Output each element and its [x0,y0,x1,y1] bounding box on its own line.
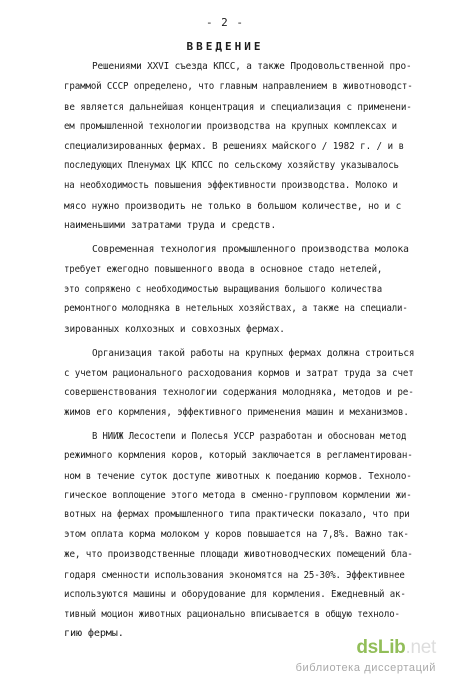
body-line: жимов его кормления, эффективного применения машин и механизмов. [64,407,409,418]
body-line: ремонтного молодняка в нетельных хозяйствах, а также на специали- [64,303,408,314]
body-line: с учетом рационального расходования кормов и затрат труда за счет [64,368,414,379]
body-line: ве является дальнейшая концентрация и специализация с применени- [64,102,412,113]
body-line: ном в течение суток доступе животных к поеданию кормов. Техноло- [64,471,412,482]
section-heading: ВВЕДЕНИЕ [186,40,264,53]
body-line: тивный моцион животных рационально вписывается в общую техноло- [64,609,400,620]
body-line: на необходимость повышения эффективности производства. Молоко и [64,180,398,191]
body-line: этом оплата корма молоком у коров повышается на 7,8%. Важно так- [64,529,409,540]
body-line: Организация такой работы на крупных фермах должна строиться [92,348,415,359]
body-line: же, что производственные площади животноводческих помещений бла- [64,549,413,560]
watermark-logo-text: dsLib.net [356,637,436,658]
body-line: гию фермы. [64,628,124,639]
body-line: мясо нужно производить не только в большом количестве, но и с [64,201,402,212]
body-line: это сопряжено с необходимостью выращивания большого количества [64,284,382,295]
body-line: ем промышленной технологии производства на крупных комплексах и [64,121,397,132]
body-line: наименьшими затратами труда и средств. [64,220,277,231]
page-number: - 2 - [205,16,245,29]
body-line: годаря сменности использования экономятся на 25-30%. Эффективнее [64,570,405,581]
body-line: вотных на фермах промышленного типа практически показало, что при [64,509,410,520]
body-line: специализированных фермах. В решениях майского / 1982 г. / и в [64,141,404,152]
body-line: совершенствования технологии содержания молодняка, методов и ре- [64,387,414,398]
body-line: режимного кормления коров, который заключается в регламентирован- [64,450,413,461]
body-line: последующих Пленумах ЦК КПСС по сельскому хозяйству указывалось [64,160,399,171]
watermark-caption: библиотека диссертаций [295,662,436,674]
body-line: требует ежегодно повышенного ввода в основное стадо нетелей, [64,264,383,275]
watermark-logo [356,637,436,659]
body-line: Современная технология промышленного производства молока [92,244,409,255]
body-line: зированных колхозных и совхозных фермах. [64,324,285,335]
watermark [286,637,436,681]
body-line: Решениями XXVI съезда КПСС, а также Продовольственной про- [92,61,412,72]
body-line: граммой СССР определено, что главным направлением в животноводст- [64,81,413,92]
body-line: В НИИЖ Лесостепи и Полесья УССР разработан и обоснован метод [92,431,407,442]
body-line: гическое воплощение этого метода в сменно-групповом кормлении жи- [64,490,412,501]
body-line: используются машины и оборудование для кормления. Ежедневный ак- [64,589,406,600]
